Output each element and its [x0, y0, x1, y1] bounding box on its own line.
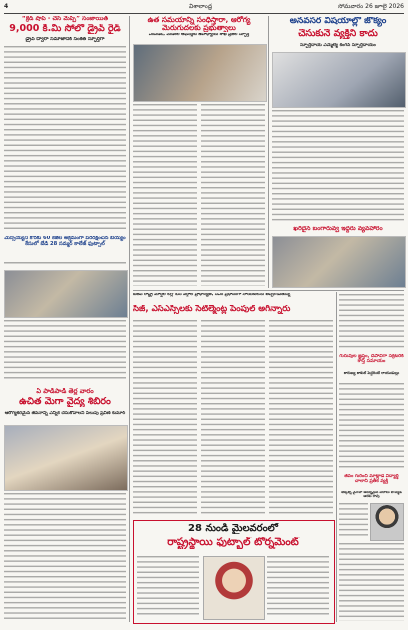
right-story4-subhead: టెక్కెట్ని నైనోహి ఆదర్శమైన పదాలు బొమ్మిడి ఆరకు రావు: [341, 491, 402, 498]
middle-story-col-b: [201, 320, 265, 516]
right-story4-headline: జీవం గురించి మాట్లాడే విద్యార్థి చాలాని ప్రతీక వ్యక్తి: [344, 474, 399, 485]
section-divider: [133, 290, 404, 291]
center-story-col-a: [133, 104, 197, 286]
center-headline: ఉత సమయాన్ని సంధిస్తారా, ఆరోగ్య మెరుగుదలకు ప్రభుత్వాలు: [147, 16, 251, 33]
football-story-col-b: [267, 556, 329, 618]
center-story-col-b: [201, 104, 265, 286]
middle-headline: సీజ్, ఎస్ఎస్సీలకు సెటిల్మెంట్ల పెంపుల్ అగిన్నారు: [133, 305, 291, 314]
col1-story3-kicker: ఏ పాడిపాడి తెర్ల వారం: [36, 388, 94, 395]
right-story2-headline: ఖరీదైన బంగారువ్వ ఇద్దరు వ్యవహారం: [293, 226, 383, 232]
right-portrait-photo: [370, 503, 404, 541]
col1-kicker: “క్రెడ్ షాప్ - చేసి మెప్పి” సంజాయిత్: [21, 16, 109, 22]
column-divider: [129, 16, 130, 622]
col1-story-text: [4, 46, 126, 232]
col1-story3-subhead: ఆరోగ్యకరమైన జీవనాన్ని ఎన్నిక చేసుకోవాలని పిలుపు ప్రవీణ్ కుమార్: [4, 411, 126, 416]
right-headline-line1: అనవసర విషయాల్లో జోక్యం: [289, 17, 387, 26]
football-headline-line2: రాష్ట్రస్థాయి ఫుట్బాల్ టోర్నమెంట్: [167, 537, 299, 548]
col1-story3-text: [4, 493, 126, 621]
col1-story2-headline: మెస్సయ్యని కొరకు 60 కేజీల అక్రమంగా పరిరక్షించిన బియ్యం కేసులో బేడి 28 సమ్మర్ కాలేజ్ ఫుట్సాల్: [4, 236, 126, 247]
page-date: సోమవారం 26 జూలై 2026: [338, 3, 404, 10]
page-number: 4: [4, 3, 9, 10]
paper-name: విశాలాంధ్ర: [189, 3, 213, 10]
col1-subhead: డ్రైవ్ ద్వారా సమాజానికి సంకేత స్ఫూర్తిగా: [25, 37, 105, 42]
right-story3-text: [339, 383, 404, 471]
right-story4-text-b: [339, 543, 404, 621]
right-story-text: [272, 110, 404, 222]
col1-photo-meeting: [4, 270, 128, 318]
right-headline-line2: చేసుకునే వ్యక్తిని కాదు: [298, 29, 378, 39]
right-story4-text-a: [339, 503, 368, 539]
middle-story-col-c: [269, 320, 333, 516]
col1-story3-headline: ఉచిత మెగా వైద్య శిబిరం: [19, 397, 111, 407]
column-divider: [268, 16, 269, 288]
col1-story2-text-cont: [4, 320, 126, 382]
right-story2-text: [339, 294, 404, 350]
right-subhead: స్ఫూర్తిదాయ ఎమ్మెల్యే కంగన్ స్ఫూర్తిదాయం: [300, 43, 376, 48]
middle-kicker: బీజేపీ రాష్ట్ర మార్షల్ లీగ్లో బీసీ వర్గాల ప్రాధాన్యత, సీఎం ప్రధానంగా నాయకులను తిప్పికొడుతున్న: [133, 293, 291, 297]
col1-story2-text: [4, 262, 126, 266]
center-photo-officials: [133, 44, 267, 102]
football-headline-line1: 28 నుండి మైలవరంలో: [188, 523, 278, 534]
center-subhead: ఎంపీడీఓ, మెడికల్ ఆఫీసర్లకు ఉపాధ్యాయ శాఖ ప్రజల స్ఫూర్తి: [148, 33, 250, 37]
col1-headline: 9,000 కి.మీ సోలో డ్రైవ్ రైడ్: [9, 24, 121, 34]
middle-story-col-a: [133, 320, 197, 516]
right-story3-headline: గురువుల జ్ఞప్తేం, దీపావిగా సెక్రటరీకి కాస్త సమాయం: [339, 354, 404, 365]
page-header-bar: [4, 3, 404, 14]
column-divider: [336, 292, 337, 622]
col1-photo-medical-camp: [4, 425, 128, 491]
right-photo-mla: [272, 52, 406, 108]
football-portrait-photo: [203, 556, 265, 620]
right-photo-gold: [272, 236, 406, 288]
right-story3-subhead: కారుణ్య కాకుల్ పెద్దరింటి రాయుడుల్లు: [343, 371, 400, 375]
football-story-col-a: [137, 556, 199, 618]
